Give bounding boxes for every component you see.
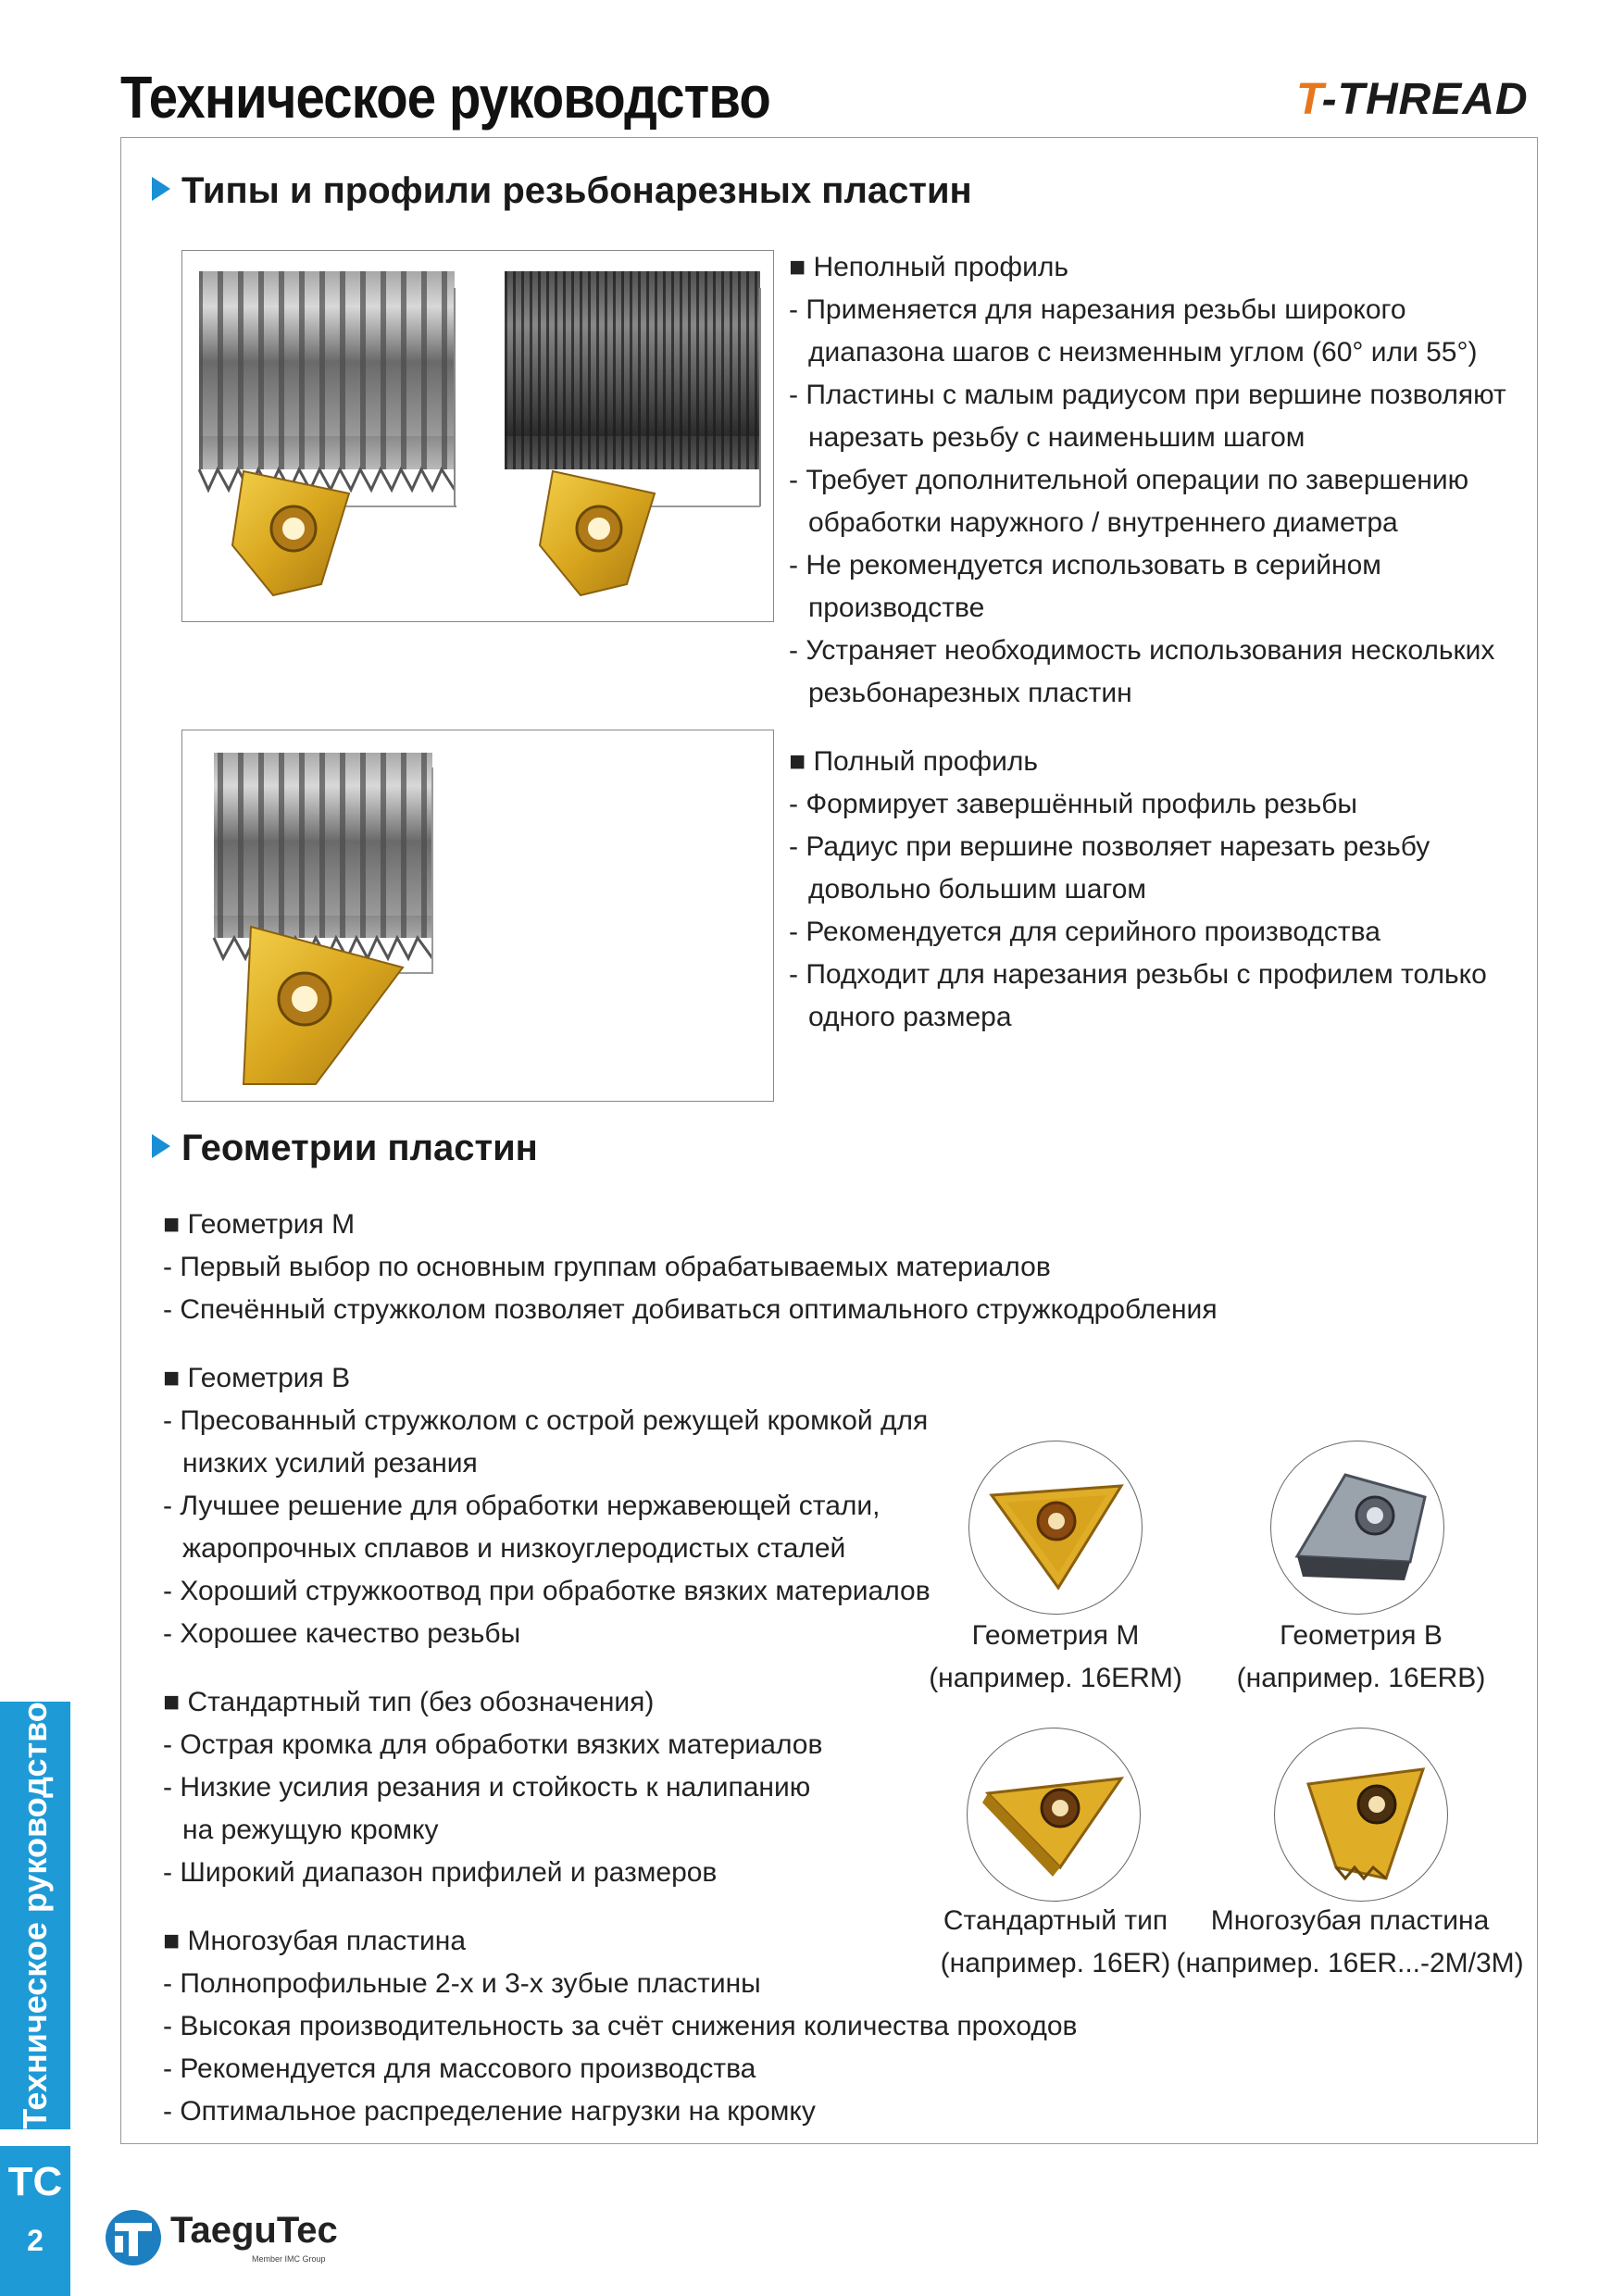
multi-tooth-heading: ■ Многозубая пластина xyxy=(163,1926,467,1956)
full-profile-item: - Радиус при вершине позволяет нарезать резьбу xyxy=(789,831,1430,862)
full-profile-item: одного размера xyxy=(808,1002,1012,1032)
triangle-bullet-icon xyxy=(152,1134,170,1158)
caption-multi-tooth xyxy=(1170,1900,1530,1985)
insert-multi-tooth-image xyxy=(1274,1728,1448,1902)
insert-geometry-b-image xyxy=(1270,1441,1444,1615)
insert-standard-image xyxy=(967,1728,1141,1902)
multi-tooth-item: - Рекомендуется для массового производства xyxy=(163,2053,756,2084)
full-profile-item: - Подходит для нарезания резьбы с профилем только xyxy=(789,959,1487,990)
standard-type-text xyxy=(163,1681,822,1894)
partial-profile-item: обработки наружного / внутреннего диаметра xyxy=(808,507,1398,538)
insert-geometry-m-image xyxy=(968,1441,1143,1615)
partial-profile-item: - Не рекомендуется использовать в серийном xyxy=(789,550,1381,580)
geometry-b-item: - Хороший стружкоотвод при обработке вязких материалов xyxy=(163,1576,931,1606)
full-profile-item: довольно большим шагом xyxy=(808,874,1147,905)
section-title-types xyxy=(152,170,972,212)
geometry-b-text xyxy=(163,1357,931,1655)
caption-standard-line1: Стандартный тип xyxy=(943,1905,1168,1936)
page-number: 2 xyxy=(27,2224,44,2257)
caption-geometry-b xyxy=(1209,1615,1513,1700)
company-name: TaeguTec xyxy=(170,2210,338,2251)
taegutec-emblem-icon xyxy=(104,2208,163,2267)
partial-profile-item: диапазона шагов с неизменным углом (60° или 55°) xyxy=(808,337,1478,368)
insert-standard-illustration xyxy=(968,1728,1141,1902)
partial-profile-illustration xyxy=(182,251,774,622)
multi-tooth-item: - Высокая производительность за счёт снижения количества проходов xyxy=(163,2011,1078,2041)
standard-type-item: - Острая кромка для обработки вязких материалов xyxy=(163,1729,823,1760)
brand-prefix: T xyxy=(1296,75,1322,124)
standard-type-item: на режущую кромку xyxy=(182,1815,439,1845)
caption-multi-tooth-line2: (например. 16ER...-2M/3M) xyxy=(1176,1948,1524,1978)
side-tab xyxy=(0,1702,70,2129)
full-profile-item: - Формирует завершённый профиль резьбы xyxy=(789,789,1357,819)
section-title-geometry xyxy=(152,1128,538,1169)
partial-profile-text xyxy=(789,246,1506,715)
insert-multi-tooth-illustration xyxy=(1275,1728,1448,1902)
insert-geometry-b-illustration xyxy=(1271,1441,1444,1615)
section-code-box xyxy=(0,2146,70,2296)
geometry-m-heading: ■ Геометрия M xyxy=(163,1209,356,1240)
full-profile-text xyxy=(789,741,1487,1039)
geometry-b-item: жаропрочных сплавов и низкоуглеродистых сталей xyxy=(182,1533,846,1564)
caption-geometry-m xyxy=(904,1615,1207,1700)
partial-profile-item: резьбонарезных пластин xyxy=(808,678,1132,708)
caption-geometry-m-line2: (например. 16ERM) xyxy=(929,1663,1182,1693)
geometry-m-item: - Первый выбор по основным группам обрабатываемых материалов xyxy=(163,1252,1051,1282)
brand-rest: -THREAD xyxy=(1321,75,1529,124)
multi-tooth-item: - Оптимальное распределение нагрузки на кромку xyxy=(163,2096,816,2127)
geometry-b-item: низких усилий резания xyxy=(182,1448,478,1479)
geometry-b-item: - Лучшее решение для обработки нержавеющей стали, xyxy=(163,1491,881,1521)
page-title: Техническое руководство xyxy=(120,64,770,131)
partial-profile-item: - Требует дополнительной операции по завершению xyxy=(789,465,1469,495)
caption-geometry-b-line2: (например. 16ERB) xyxy=(1236,1663,1486,1693)
caption-multi-tooth-line1: Многозубая пластина xyxy=(1210,1905,1490,1936)
partial-profile-item: нарезать резьбу с наименьшим шагом xyxy=(808,422,1305,453)
caption-standard-line2: (например. 16ER) xyxy=(940,1948,1171,1978)
partial-profile-item: - Пластины с малым радиусом при вершине позволяют xyxy=(789,380,1506,410)
geometry-m-text xyxy=(163,1204,1218,1331)
caption-standard xyxy=(904,1900,1207,1985)
section-title-geometry-text: Геометрии пластин xyxy=(181,1128,538,1168)
caption-geometry-m-line1: Геометрия M xyxy=(971,1620,1140,1651)
geometry-b-item: - Хорошее качество резьбы xyxy=(163,1618,521,1649)
standard-type-heading: ■ Стандартный тип (без обозначения) xyxy=(163,1687,655,1717)
full-profile-item: - Рекомендуется для серийного производства xyxy=(789,917,1380,947)
partial-profile-image xyxy=(181,250,774,622)
full-profile-illustration xyxy=(182,730,774,1102)
full-profile-heading: ■ Полный профиль xyxy=(789,746,1038,777)
company-subline: Member IMC Group xyxy=(252,2254,326,2264)
geometry-m-item: - Спечённый стружколом позволяет добиваться оптимального стружкодробления xyxy=(163,1294,1218,1325)
side-tab-label: Техническое руководство xyxy=(16,1702,54,2129)
triangle-bullet-icon xyxy=(152,177,170,201)
insert-geometry-m-illustration xyxy=(969,1441,1143,1615)
section-code: TC xyxy=(7,2159,63,2204)
geometry-b-item: - Пресованный стружколом с острой режущей кромкой для xyxy=(163,1405,929,1436)
partial-profile-heading: ■ Неполный профиль xyxy=(789,252,1068,282)
full-profile-image xyxy=(181,730,774,1102)
taegutec-logo xyxy=(104,2208,338,2272)
partial-profile-item: - Применяется для нарезания резьбы широкого xyxy=(789,294,1406,325)
caption-geometry-b-line1: Геометрия B xyxy=(1280,1620,1443,1651)
standard-type-item: - Низкие усилия резания и стойкость к налипанию xyxy=(163,1772,811,1803)
partial-profile-item: производстве xyxy=(808,593,985,623)
t-thread-logo xyxy=(1296,74,1529,125)
partial-profile-item: - Устраняет необходимость использования нескольких xyxy=(789,635,1495,666)
multi-tooth-item: - Полнопрофильные 2-х и 3-х зубые пластины xyxy=(163,1968,761,1999)
section-title-types-text: Типы и профили резьбонарезных пластин xyxy=(181,170,972,211)
standard-type-item: - Широкий диапазон прифилей и размеров xyxy=(163,1857,718,1888)
geometry-b-heading: ■ Геометрия B xyxy=(163,1363,351,1393)
